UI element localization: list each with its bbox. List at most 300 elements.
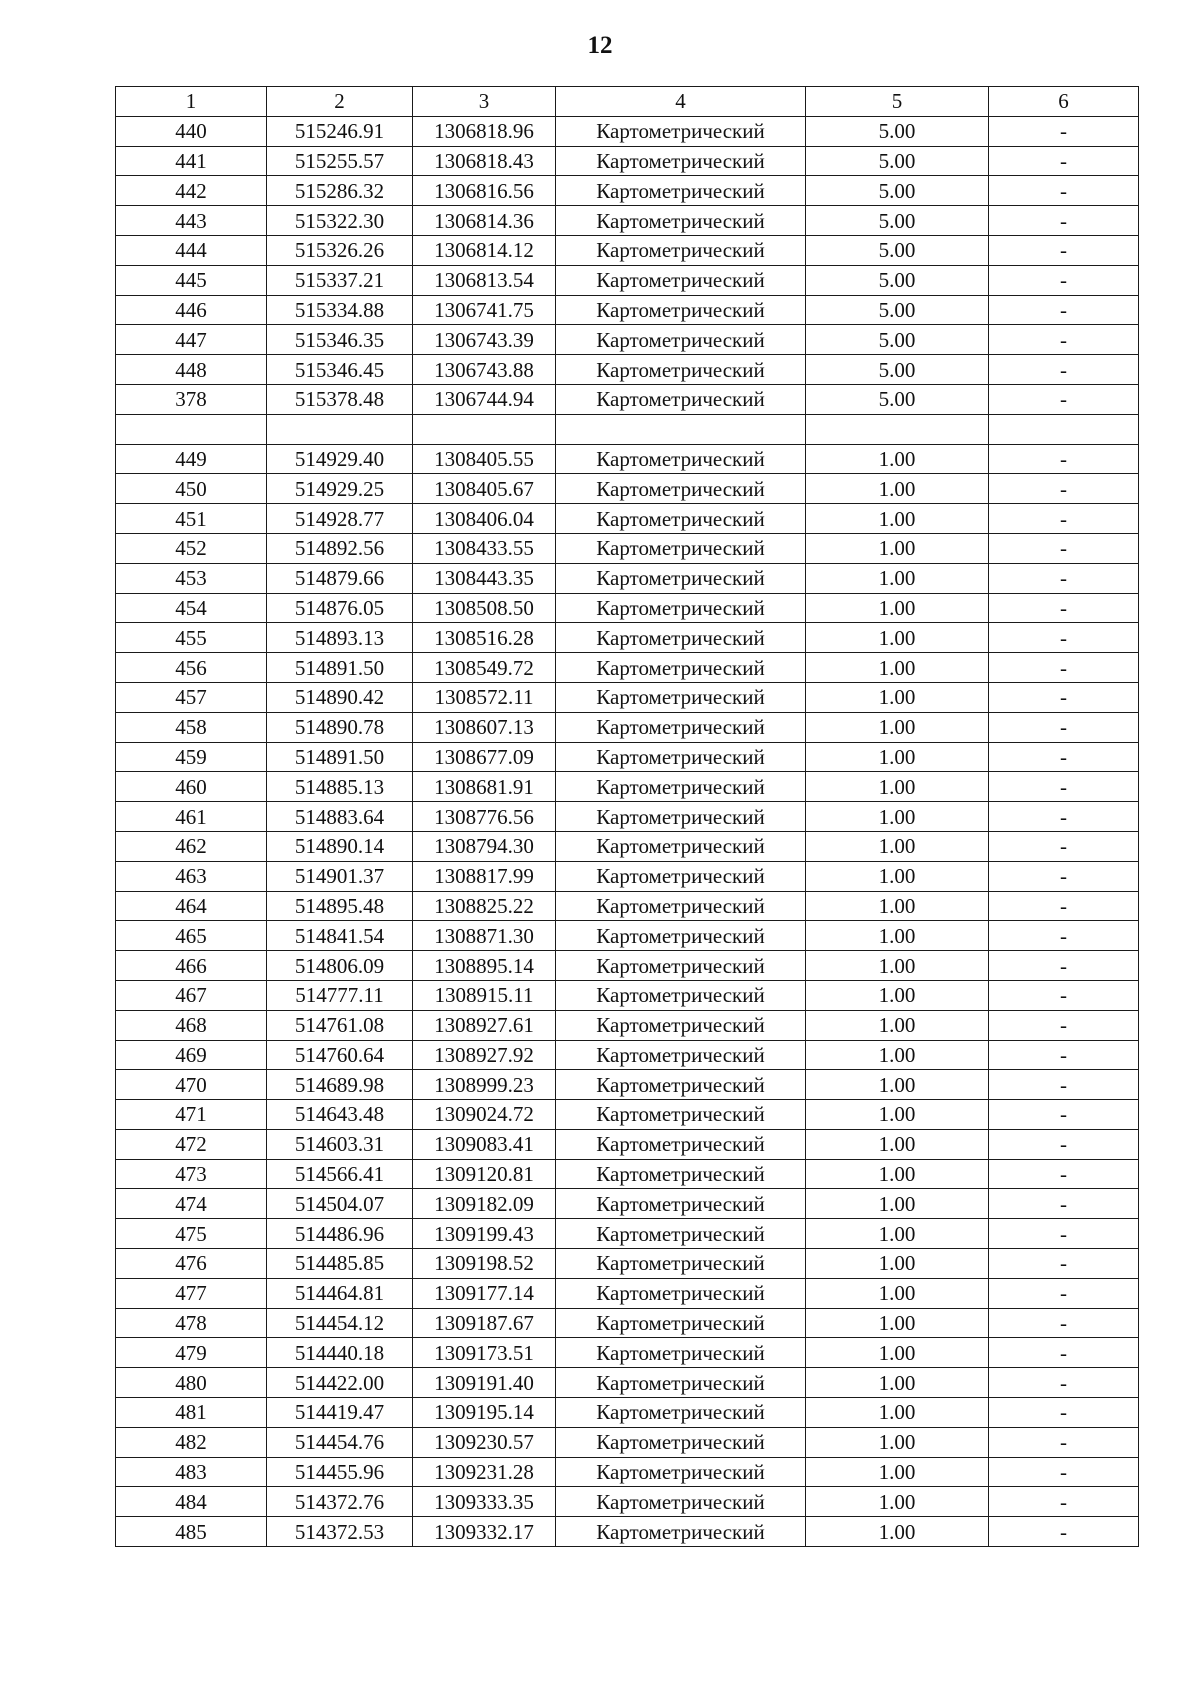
method-cell: Картометрический <box>556 1100 806 1130</box>
method-cell: Картометрический <box>556 504 806 534</box>
point-number-cell: 457 <box>116 682 267 712</box>
method-cell: Картометрический <box>556 1368 806 1398</box>
note-cell: - <box>989 146 1139 176</box>
table-row <box>116 891 1139 921</box>
table-row <box>116 1308 1139 1338</box>
method-cell: Картометрический <box>556 742 806 772</box>
x-coordinate-cell: 514890.78 <box>267 712 413 742</box>
method-cell: Картометрический <box>556 116 806 146</box>
y-coordinate-cell: 1309120.81 <box>413 1159 556 1189</box>
accuracy-cell: 5.00 <box>806 295 989 325</box>
x-coordinate-cell: 515286.32 <box>267 176 413 206</box>
note-cell: - <box>989 1129 1139 1159</box>
table-row <box>116 951 1139 981</box>
point-number-cell: 456 <box>116 653 267 683</box>
x-coordinate-cell: 514422.00 <box>267 1368 413 1398</box>
point-number-cell: 465 <box>116 921 267 951</box>
note-cell: - <box>989 1278 1139 1308</box>
table-row <box>116 1249 1139 1279</box>
header-cell-col3: 3 <box>413 87 556 117</box>
y-coordinate-cell: 1306743.88 <box>413 355 556 385</box>
accuracy-cell: 1.00 <box>806 712 989 742</box>
accuracy-cell: 1.00 <box>806 1219 989 1249</box>
table-row <box>116 772 1139 802</box>
table-row <box>116 682 1139 712</box>
method-cell: Картометрический <box>556 1517 806 1547</box>
table-row <box>116 921 1139 951</box>
point-number-cell: 476 <box>116 1249 267 1279</box>
table-row <box>116 384 1139 414</box>
x-coordinate-cell: 514891.50 <box>267 653 413 683</box>
table-row <box>116 1487 1139 1517</box>
accuracy-cell: 1.00 <box>806 1457 989 1487</box>
point-number-cell: 479 <box>116 1338 267 1368</box>
method-cell: Картометрический <box>556 1010 806 1040</box>
y-coordinate-cell: 1306743.39 <box>413 325 556 355</box>
x-coordinate-cell: 515322.30 <box>267 206 413 236</box>
x-coordinate-cell: 514929.40 <box>267 444 413 474</box>
note-cell: - <box>989 623 1139 653</box>
point-number-cell: 477 <box>116 1278 267 1308</box>
point-number-cell: 482 <box>116 1427 267 1457</box>
x-coordinate-cell: 514566.41 <box>267 1159 413 1189</box>
point-number-cell: 444 <box>116 235 267 265</box>
note-cell <box>989 414 1139 444</box>
method-cell: Картометрический <box>556 772 806 802</box>
method-cell: Картометрический <box>556 623 806 653</box>
method-cell: Картометрический <box>556 1129 806 1159</box>
method-cell: Картометрический <box>556 831 806 861</box>
table-row <box>116 235 1139 265</box>
y-coordinate-cell: 1309231.28 <box>413 1457 556 1487</box>
point-number-cell: 468 <box>116 1010 267 1040</box>
accuracy-cell: 1.00 <box>806 802 989 832</box>
method-cell: Картометрический <box>556 1219 806 1249</box>
note-cell: - <box>989 831 1139 861</box>
note-cell: - <box>989 265 1139 295</box>
table-row <box>116 355 1139 385</box>
point-number-cell: 454 <box>116 593 267 623</box>
table-row <box>116 1070 1139 1100</box>
method-cell: Картометрический <box>556 533 806 563</box>
x-coordinate-cell: 514372.76 <box>267 1487 413 1517</box>
table-row <box>116 593 1139 623</box>
point-number-cell: 467 <box>116 980 267 1010</box>
x-coordinate-cell: 515326.26 <box>267 235 413 265</box>
x-coordinate-cell: 514454.76 <box>267 1427 413 1457</box>
method-cell: Картометрический <box>556 1398 806 1428</box>
method-cell: Картометрический <box>556 474 806 504</box>
note-cell: - <box>989 653 1139 683</box>
note-cell: - <box>989 444 1139 474</box>
accuracy-cell: 1.00 <box>806 1427 989 1457</box>
table-row <box>116 176 1139 206</box>
x-coordinate-cell: 514372.53 <box>267 1517 413 1547</box>
point-number-cell: 484 <box>116 1487 267 1517</box>
table-row <box>116 1040 1139 1070</box>
table-row <box>116 265 1139 295</box>
note-cell: - <box>989 682 1139 712</box>
header-cell-col1: 1 <box>116 87 267 117</box>
y-coordinate-cell: 1306741.75 <box>413 295 556 325</box>
point-number-cell: 440 <box>116 116 267 146</box>
note-cell: - <box>989 1159 1139 1189</box>
x-coordinate-cell: 514876.05 <box>267 593 413 623</box>
method-cell: Картометрический <box>556 384 806 414</box>
accuracy-cell: 1.00 <box>806 1010 989 1040</box>
method-cell: Картометрический <box>556 295 806 325</box>
point-number-cell: 478 <box>116 1308 267 1338</box>
y-coordinate-cell: 1308516.28 <box>413 623 556 653</box>
point-number-cell <box>116 414 267 444</box>
accuracy-cell: 5.00 <box>806 355 989 385</box>
point-number-cell: 481 <box>116 1398 267 1428</box>
point-number-cell: 464 <box>116 891 267 921</box>
note-cell: - <box>989 712 1139 742</box>
y-coordinate-cell: 1309230.57 <box>413 1427 556 1457</box>
accuracy-cell: 1.00 <box>806 1040 989 1070</box>
y-coordinate-cell: 1309333.35 <box>413 1487 556 1517</box>
table-row <box>116 1517 1139 1547</box>
method-cell: Картометрический <box>556 1278 806 1308</box>
y-coordinate-cell: 1309177.14 <box>413 1278 556 1308</box>
point-number-cell: 452 <box>116 533 267 563</box>
point-number-cell: 450 <box>116 474 267 504</box>
method-cell: Картометрический <box>556 1457 806 1487</box>
accuracy-cell: 1.00 <box>806 772 989 802</box>
accuracy-cell: 1.00 <box>806 1398 989 1428</box>
point-number-cell: 485 <box>116 1517 267 1547</box>
y-coordinate-cell: 1308405.67 <box>413 474 556 504</box>
method-cell: Картометрический <box>556 206 806 236</box>
point-number-cell: 460 <box>116 772 267 802</box>
accuracy-cell: 1.00 <box>806 1368 989 1398</box>
method-cell: Картометрический <box>556 861 806 891</box>
table-row <box>116 623 1139 653</box>
method-cell: Картометрический <box>556 444 806 474</box>
point-number-cell: 462 <box>116 831 267 861</box>
accuracy-cell: 5.00 <box>806 384 989 414</box>
method-cell: Картометрический <box>556 325 806 355</box>
point-number-cell: 459 <box>116 742 267 772</box>
note-cell: - <box>989 384 1139 414</box>
x-coordinate-cell: 514901.37 <box>267 861 413 891</box>
accuracy-cell: 1.00 <box>806 980 989 1010</box>
method-cell: Картометрический <box>556 146 806 176</box>
table-row <box>116 1129 1139 1159</box>
x-coordinate-cell: 514890.14 <box>267 831 413 861</box>
point-number-cell: 473 <box>116 1159 267 1189</box>
x-coordinate-cell: 514485.85 <box>267 1249 413 1279</box>
x-coordinate-cell: 514890.42 <box>267 682 413 712</box>
y-coordinate-cell: 1309199.43 <box>413 1219 556 1249</box>
method-cell: Картометрический <box>556 176 806 206</box>
y-coordinate-cell: 1308927.61 <box>413 1010 556 1040</box>
note-cell: - <box>989 1427 1139 1457</box>
x-coordinate-cell: 514455.96 <box>267 1457 413 1487</box>
accuracy-cell: 1.00 <box>806 682 989 712</box>
y-coordinate-cell <box>413 414 556 444</box>
y-coordinate-cell: 1308895.14 <box>413 951 556 981</box>
note-cell: - <box>989 802 1139 832</box>
x-coordinate-cell: 514883.64 <box>267 802 413 832</box>
x-coordinate-cell: 514928.77 <box>267 504 413 534</box>
method-cell: Картометрический <box>556 563 806 593</box>
table-row <box>116 1159 1139 1189</box>
note-cell: - <box>989 772 1139 802</box>
accuracy-cell: 5.00 <box>806 206 989 236</box>
header-cell-col6: 6 <box>989 87 1139 117</box>
y-coordinate-cell: 1309187.67 <box>413 1308 556 1338</box>
accuracy-cell: 1.00 <box>806 1308 989 1338</box>
y-coordinate-cell: 1308999.23 <box>413 1070 556 1100</box>
accuracy-cell: 1.00 <box>806 533 989 563</box>
y-coordinate-cell: 1308776.56 <box>413 802 556 832</box>
note-cell: - <box>989 1398 1139 1428</box>
method-cell: Картометрический <box>556 1070 806 1100</box>
y-coordinate-cell: 1308681.91 <box>413 772 556 802</box>
point-number-cell: 469 <box>116 1040 267 1070</box>
note-cell: - <box>989 1219 1139 1249</box>
method-cell: Картометрический <box>556 980 806 1010</box>
method-cell: Картометрический <box>556 593 806 623</box>
point-number-cell: 474 <box>116 1189 267 1219</box>
x-coordinate-cell: 514486.96 <box>267 1219 413 1249</box>
accuracy-cell: 1.00 <box>806 1100 989 1130</box>
accuracy-cell: 1.00 <box>806 1338 989 1368</box>
table-row <box>116 116 1139 146</box>
table-row <box>116 1368 1139 1398</box>
point-number-cell: 378 <box>116 384 267 414</box>
coordinates-table <box>115 86 1139 1547</box>
y-coordinate-cell: 1309191.40 <box>413 1368 556 1398</box>
point-number-cell: 442 <box>116 176 267 206</box>
note-cell: - <box>989 1100 1139 1130</box>
x-coordinate-cell: 514895.48 <box>267 891 413 921</box>
method-cell: Картометрический <box>556 921 806 951</box>
table-row <box>116 653 1139 683</box>
accuracy-cell: 1.00 <box>806 1278 989 1308</box>
header-cell-col4: 4 <box>556 87 806 117</box>
point-number-cell: 463 <box>116 861 267 891</box>
y-coordinate-cell: 1306816.56 <box>413 176 556 206</box>
y-coordinate-cell: 1308443.35 <box>413 563 556 593</box>
x-coordinate-cell <box>267 414 413 444</box>
y-coordinate-cell: 1308871.30 <box>413 921 556 951</box>
note-cell: - <box>989 1189 1139 1219</box>
accuracy-cell: 1.00 <box>806 1129 989 1159</box>
x-coordinate-cell: 514892.56 <box>267 533 413 563</box>
table-row <box>116 206 1139 236</box>
x-coordinate-cell: 514761.08 <box>267 1010 413 1040</box>
note-cell: - <box>989 742 1139 772</box>
table-row <box>116 1219 1139 1249</box>
accuracy-cell: 1.00 <box>806 951 989 981</box>
y-coordinate-cell: 1308794.30 <box>413 831 556 861</box>
y-coordinate-cell: 1306818.96 <box>413 116 556 146</box>
table-row <box>116 861 1139 891</box>
note-cell: - <box>989 355 1139 385</box>
x-coordinate-cell: 515337.21 <box>267 265 413 295</box>
note-cell: - <box>989 1517 1139 1547</box>
table-row <box>116 1338 1139 1368</box>
x-coordinate-cell: 515378.48 <box>267 384 413 414</box>
x-coordinate-cell: 514454.12 <box>267 1308 413 1338</box>
method-cell: Картометрический <box>556 1427 806 1457</box>
method-cell: Картометрический <box>556 235 806 265</box>
accuracy-cell: 5.00 <box>806 176 989 206</box>
note-cell: - <box>989 951 1139 981</box>
note-cell: - <box>989 1457 1139 1487</box>
y-coordinate-cell: 1308817.99 <box>413 861 556 891</box>
note-cell: - <box>989 1249 1139 1279</box>
y-coordinate-cell: 1308915.11 <box>413 980 556 1010</box>
note-cell: - <box>989 235 1139 265</box>
accuracy-cell: 5.00 <box>806 265 989 295</box>
x-coordinate-cell: 514643.48 <box>267 1100 413 1130</box>
accuracy-cell: 1.00 <box>806 593 989 623</box>
accuracy-cell: 1.00 <box>806 921 989 951</box>
point-number-cell: 448 <box>116 355 267 385</box>
method-cell: Картометрический <box>556 682 806 712</box>
page-number: 12 <box>587 32 613 59</box>
table-row-empty <box>116 414 1139 444</box>
accuracy-cell: 5.00 <box>806 116 989 146</box>
method-cell: Картометрический <box>556 355 806 385</box>
method-cell: Картометрический <box>556 265 806 295</box>
y-coordinate-cell: 1309195.14 <box>413 1398 556 1428</box>
note-cell: - <box>989 921 1139 951</box>
method-cell: Картометрический <box>556 802 806 832</box>
y-coordinate-cell: 1308508.50 <box>413 593 556 623</box>
x-coordinate-cell: 514777.11 <box>267 980 413 1010</box>
point-number-cell: 475 <box>116 1219 267 1249</box>
accuracy-cell: 1.00 <box>806 1517 989 1547</box>
point-number-cell: 441 <box>116 146 267 176</box>
accuracy-cell: 1.00 <box>806 444 989 474</box>
note-cell: - <box>989 295 1139 325</box>
note-cell: - <box>989 1368 1139 1398</box>
x-coordinate-cell: 514440.18 <box>267 1338 413 1368</box>
accuracy-cell: 1.00 <box>806 1487 989 1517</box>
table-row <box>116 712 1139 742</box>
x-coordinate-cell: 514893.13 <box>267 623 413 653</box>
header-cell-col2: 2 <box>267 87 413 117</box>
x-coordinate-cell: 514891.50 <box>267 742 413 772</box>
table-row <box>116 1010 1139 1040</box>
y-coordinate-cell: 1308406.04 <box>413 504 556 534</box>
method-cell: Картометрический <box>556 951 806 981</box>
note-cell: - <box>989 861 1139 891</box>
accuracy-cell: 5.00 <box>806 325 989 355</box>
point-number-cell: 483 <box>116 1457 267 1487</box>
table-row <box>116 325 1139 355</box>
accuracy-cell: 5.00 <box>806 235 989 265</box>
point-number-cell: 480 <box>116 1368 267 1398</box>
y-coordinate-cell: 1309024.72 <box>413 1100 556 1130</box>
y-coordinate-cell: 1308405.55 <box>413 444 556 474</box>
note-cell: - <box>989 1070 1139 1100</box>
y-coordinate-cell: 1306818.43 <box>413 146 556 176</box>
table-row <box>116 742 1139 772</box>
y-coordinate-cell: 1308927.92 <box>413 1040 556 1070</box>
y-coordinate-cell: 1308549.72 <box>413 653 556 683</box>
note-cell: - <box>989 325 1139 355</box>
x-coordinate-cell: 515346.45 <box>267 355 413 385</box>
note-cell: - <box>989 1040 1139 1070</box>
note-cell: - <box>989 1308 1139 1338</box>
table-row <box>116 1398 1139 1428</box>
note-cell: - <box>989 1487 1139 1517</box>
note-cell: - <box>989 206 1139 236</box>
accuracy-cell: 1.00 <box>806 831 989 861</box>
method-cell: Картометрический <box>556 1189 806 1219</box>
table-row <box>116 1100 1139 1130</box>
point-number-cell: 458 <box>116 712 267 742</box>
table-row <box>116 980 1139 1010</box>
y-coordinate-cell: 1306813.54 <box>413 265 556 295</box>
method-cell: Картометрический <box>556 1040 806 1070</box>
y-coordinate-cell: 1309173.51 <box>413 1338 556 1368</box>
x-coordinate-cell: 515346.35 <box>267 325 413 355</box>
point-number-cell: 445 <box>116 265 267 295</box>
table-row <box>116 802 1139 832</box>
x-coordinate-cell: 514464.81 <box>267 1278 413 1308</box>
note-cell: - <box>989 176 1139 206</box>
table-row <box>116 533 1139 563</box>
point-number-cell: 443 <box>116 206 267 236</box>
note-cell: - <box>989 563 1139 593</box>
table-row <box>116 504 1139 534</box>
y-coordinate-cell: 1306814.12 <box>413 235 556 265</box>
y-coordinate-cell: 1308607.13 <box>413 712 556 742</box>
accuracy-cell: 1.00 <box>806 623 989 653</box>
accuracy-cell: 1.00 <box>806 1159 989 1189</box>
point-number-cell: 455 <box>116 623 267 653</box>
y-coordinate-cell: 1309182.09 <box>413 1189 556 1219</box>
method-cell: Картометрический <box>556 712 806 742</box>
table-row <box>116 444 1139 474</box>
method-cell: Картометрический <box>556 1159 806 1189</box>
accuracy-cell: 1.00 <box>806 1249 989 1279</box>
note-cell: - <box>989 1338 1139 1368</box>
point-number-cell: 472 <box>116 1129 267 1159</box>
point-number-cell: 461 <box>116 802 267 832</box>
y-coordinate-cell: 1309198.52 <box>413 1249 556 1279</box>
method-cell: Картометрический <box>556 891 806 921</box>
note-cell: - <box>989 1010 1139 1040</box>
y-coordinate-cell: 1308433.55 <box>413 533 556 563</box>
table-row <box>116 1278 1139 1308</box>
accuracy-cell <box>806 414 989 444</box>
accuracy-cell: 1.00 <box>806 653 989 683</box>
x-coordinate-cell: 514603.31 <box>267 1129 413 1159</box>
accuracy-cell: 5.00 <box>806 146 989 176</box>
point-number-cell: 446 <box>116 295 267 325</box>
point-number-cell: 447 <box>116 325 267 355</box>
accuracy-cell: 1.00 <box>806 891 989 921</box>
x-coordinate-cell: 514885.13 <box>267 772 413 802</box>
note-cell: - <box>989 474 1139 504</box>
point-number-cell: 449 <box>116 444 267 474</box>
y-coordinate-cell: 1309083.41 <box>413 1129 556 1159</box>
method-cell <box>556 414 806 444</box>
x-coordinate-cell: 514929.25 <box>267 474 413 504</box>
y-coordinate-cell: 1309332.17 <box>413 1517 556 1547</box>
table-row <box>116 474 1139 504</box>
accuracy-cell: 1.00 <box>806 474 989 504</box>
point-number-cell: 451 <box>116 504 267 534</box>
